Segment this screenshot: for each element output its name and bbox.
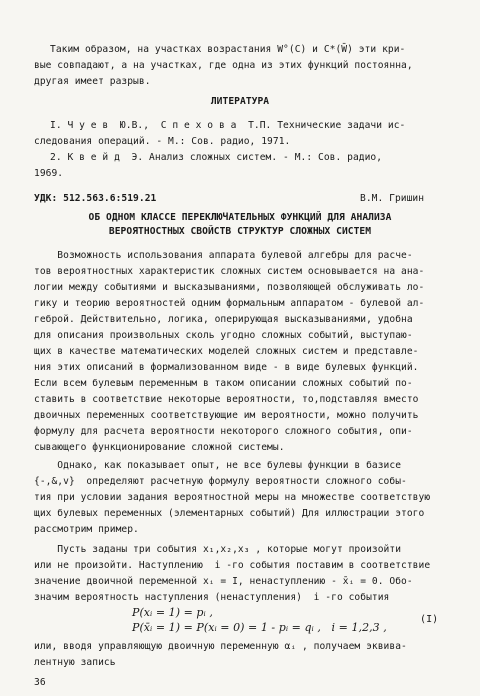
para4-line-2: лентную запись: [34, 657, 116, 668]
equation-number: (I): [420, 614, 439, 625]
intro-line-2: вые совпадают, а на участках, где одна из этих функций постоянна,: [34, 60, 413, 71]
intro-line-3: другая имеет разрыв.: [34, 76, 151, 87]
udk-code: УДК: 512.563.6:519.21: [34, 193, 157, 204]
para1-line-10: ставить в соответствие некоторые вероятности, то,подставляя вместо: [34, 394, 419, 405]
para1-line-4: гику и теорию вероятностей одним формальным аппаратом - булевой ал-: [34, 298, 425, 309]
para1-line-1: Возможность использования аппарата булевой алгебры для расче-: [34, 250, 413, 261]
article-title-line-1: ОБ ОДНОМ КЛАССЕ ПЕРЕКЛЮЧАТЕЛЬНЫХ ФУНКЦИЙ ДЛЯ АНАЛИЗА: [88, 212, 392, 223]
reference-1-line-2: следования операций. - М.: Сов. радио, 1971.: [34, 136, 291, 147]
author-name: В.М. Гришин: [360, 193, 425, 204]
para1-line-8: ния этих описаний в формализованном виде - в виде булевых функций.: [34, 362, 419, 373]
para1-line-12: формулу для расчета вероятности некоторого сложного события, опи-: [34, 426, 413, 437]
para1-line-7: щих в качестве математических моделей сложных систем и представле-: [34, 346, 419, 357]
references-heading: ЛИТЕРАТУРА: [210, 96, 270, 107]
para2-line-4: щих булевых переменных (элементарных событий) Для иллюстрации этого: [34, 508, 425, 519]
reference-2-line-2: 1969.: [34, 168, 64, 179]
para3-line-3: значение двоичной переменной xᵢ = I, ненаступлению - x̄ᵢ = 0. Обо-: [34, 576, 413, 587]
para1-line-5: геброй. Действительно, логика, оперирующая высказываниями, удобна: [34, 314, 413, 325]
para4-line-1: или, вводя управляющую двоичную переменную αᵢ , получаем эквива-: [34, 641, 407, 652]
article-title-line-2: ВЕРОЯТНОСТНЫХ СВОЙСТВ СТРУКТУР СЛОЖНЫХ СИСТЕМ: [108, 226, 372, 237]
intro-line-1: Таким образом, на участках возрастания W°(C) и C*(W̄) эти кри-: [50, 44, 406, 55]
para2-line-5: рассмотрим пример.: [34, 524, 139, 535]
para2-line-3: тия при условии задания вероятностной меры на множестве соответствую: [34, 492, 431, 503]
para2-line-2: {-,&,v} определяют расчетную формулу вероятности сложного собы-: [34, 476, 407, 487]
para3-line-4: значим вероятность наступления (ненаступления) i -го события: [34, 592, 390, 603]
para1-line-3: логии между событиями и высказываниями, позволяющей обслуживать ло-: [34, 282, 425, 293]
page-number: 36: [34, 677, 46, 688]
para3-line-1: Пусть заданы три события x₁,x₂,x₃ , которые могут произойти: [34, 544, 402, 555]
formula-line-2: P(x̄ᵢ = 1) = P(xᵢ = 0) = 1 - pᵢ = qᵢ , i = 1,2,3 ,: [132, 621, 387, 634]
formula-line-1: P(xᵢ = 1) = pᵢ ,: [132, 606, 213, 619]
reference-2-line-1: 2. К в е й д Э. Анализ сложных систем. - М.: Сов. радио,: [50, 152, 383, 163]
para1-line-6: для описания произвольных сколь угодно сложных событий, выступаю-: [34, 330, 413, 341]
para1-line-11: двоичных переменных соответствующие им вероятности, можно получить: [34, 410, 419, 421]
para1-line-13: сывающего функционирование сложной системы.: [34, 442, 285, 453]
para1-line-9: Если всем булевым переменным в таком описании сложных событий по-: [34, 378, 413, 389]
para2-line-1: Однако, как показывает опыт, не все булевы функции в базисе: [34, 460, 402, 471]
para1-line-2: тов вероятностных характеристик сложных систем основывается на ана-: [34, 266, 425, 277]
reference-1-line-1: I. Ч у е в Ю.В., С п е х о в а Т.П. Технические задачи ис-: [50, 120, 406, 131]
para3-line-2: или не произойти. Наступлению i -го события поставим в соответствие: [34, 560, 431, 571]
